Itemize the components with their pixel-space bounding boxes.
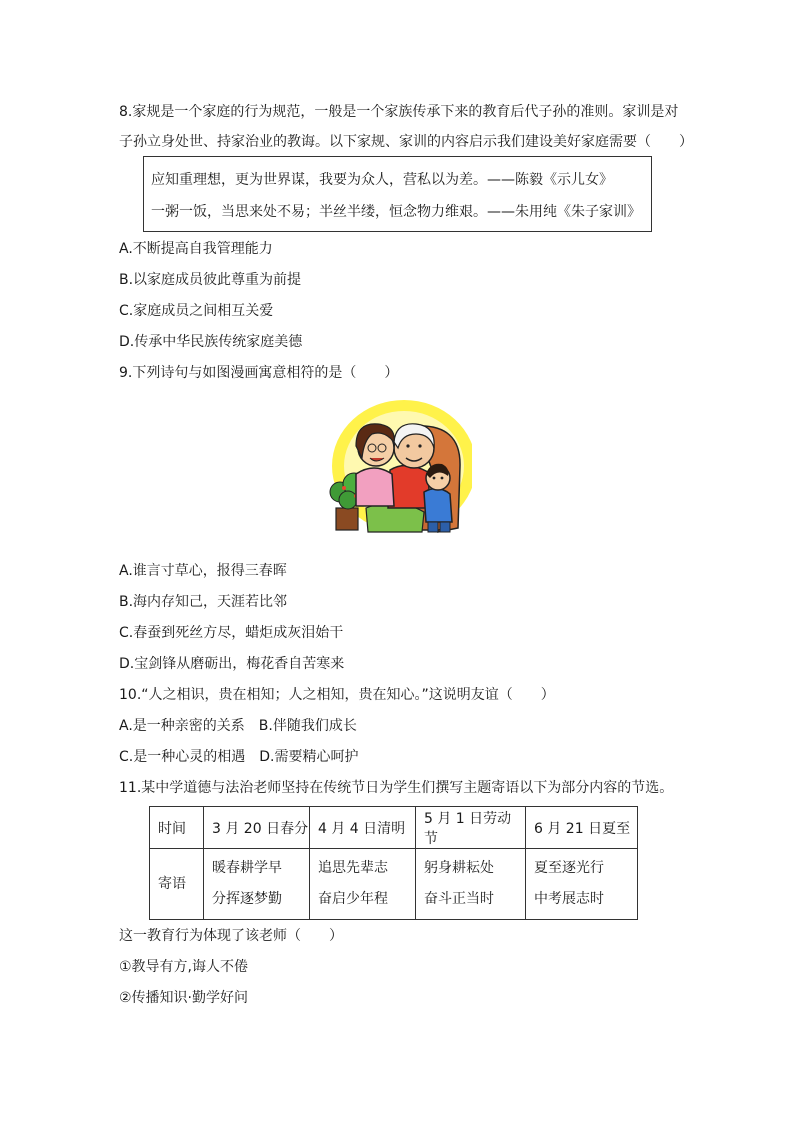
table-cell-msg (204, 849, 310, 920)
table-cell-msg (416, 849, 526, 920)
q11-stem: 11.某中学道德与法治老师坚持在传统节日为学生们撰写主题寄语以下为部分内容的节选。 (119, 780, 674, 796)
msg-line: 中考展志时 (534, 891, 604, 907)
q11-statement-1: ①教导有方,诲人不倦 (119, 959, 249, 975)
q9-option-d: D.宝剑锋从磨砺出，梅花香自苦寒来 (119, 656, 345, 672)
msg-line: 暖春耕学早 (212, 860, 282, 876)
table-row (150, 807, 638, 849)
msg-line: 奋启少年程 (318, 891, 388, 907)
msg-line: 夏至逐光行 (534, 860, 604, 876)
table-cell-time-label: 时间 (150, 807, 204, 849)
table-cell-time: 4 月 4 日清明 (310, 807, 416, 849)
q8-quote-2: 一粥一饭，当思来处不易；半丝半缕，恒念物力维艰。——朱用纯《朱子家训》 (151, 204, 641, 220)
q8-option-b: B.以家庭成员彼此尊重为前提 (119, 272, 302, 288)
q8-quote-1: 应知重理想，更为世界谋，我要为众人，营私以为差。——陈毅《示儿女》 (151, 172, 613, 188)
q11-message-table (149, 806, 638, 920)
q8-quote-box (143, 156, 652, 232)
q11-statement-2: ②传播知识·勤学好问 (119, 990, 249, 1006)
table-row (150, 849, 638, 920)
q10-options-line2: C.是一种心灵的相遇 D.需要精心呵护 (119, 749, 359, 765)
q8-stem-line2: 子孙立身处世、持家治业的教诲。以下家规、家训的内容启示我们建设美好家庭需要（ ） (119, 134, 693, 150)
family-cartoon-illustration (326, 396, 472, 544)
q9-stem: 9.下列诗句与如图漫画寓意相符的是（ ） (119, 365, 399, 381)
q10-stem: 10.“人之相识，贵在相知；人之相知，贵在知心。”这说明友谊（ ） (119, 687, 555, 703)
table-cell-msg-label: 寄语 (150, 849, 204, 920)
q8-option-a: A.不断提高自我管理能力 (119, 241, 273, 257)
msg-line: 奋斗正当时 (424, 891, 494, 907)
table-cell-time: 6 月 21 日夏至 (526, 807, 638, 849)
q9-option-c: C.春蚕到死丝方尽，蜡炬成灰泪始干 (119, 625, 344, 641)
q8-option-d: D.传承中华民族传统家庭美德 (119, 334, 303, 350)
msg-line: 躬身耕耘处 (424, 860, 494, 876)
q11-followup: 这一教育行为体现了该老师（ ） (119, 928, 343, 944)
q8-option-c: C.家庭成员之间相互关爱 (119, 303, 274, 319)
q8-stem-line1: 8.家规是一个家庭的行为规范，一般是一个家族传承下来的教育后代子孙的准则。家训是对 (119, 104, 679, 120)
q9-option-a: A.谁言寸草心，报得三春晖 (119, 563, 287, 579)
q9-option-b: B.海内存知己，天涯若比邻 (119, 594, 288, 610)
table-cell-time: 3 月 20 日春分 (204, 807, 310, 849)
table-cell-msg (310, 849, 416, 920)
q10-options-line1: A.是一种亲密的关系 B.伴随我们成长 (119, 718, 357, 734)
msg-line: 追思先辈志 (318, 860, 388, 876)
msg-line: 分挥逐梦勤 (212, 891, 282, 907)
table-cell-time: 5 月 1 日劳动节 (416, 807, 526, 849)
table-cell-msg (526, 849, 638, 920)
